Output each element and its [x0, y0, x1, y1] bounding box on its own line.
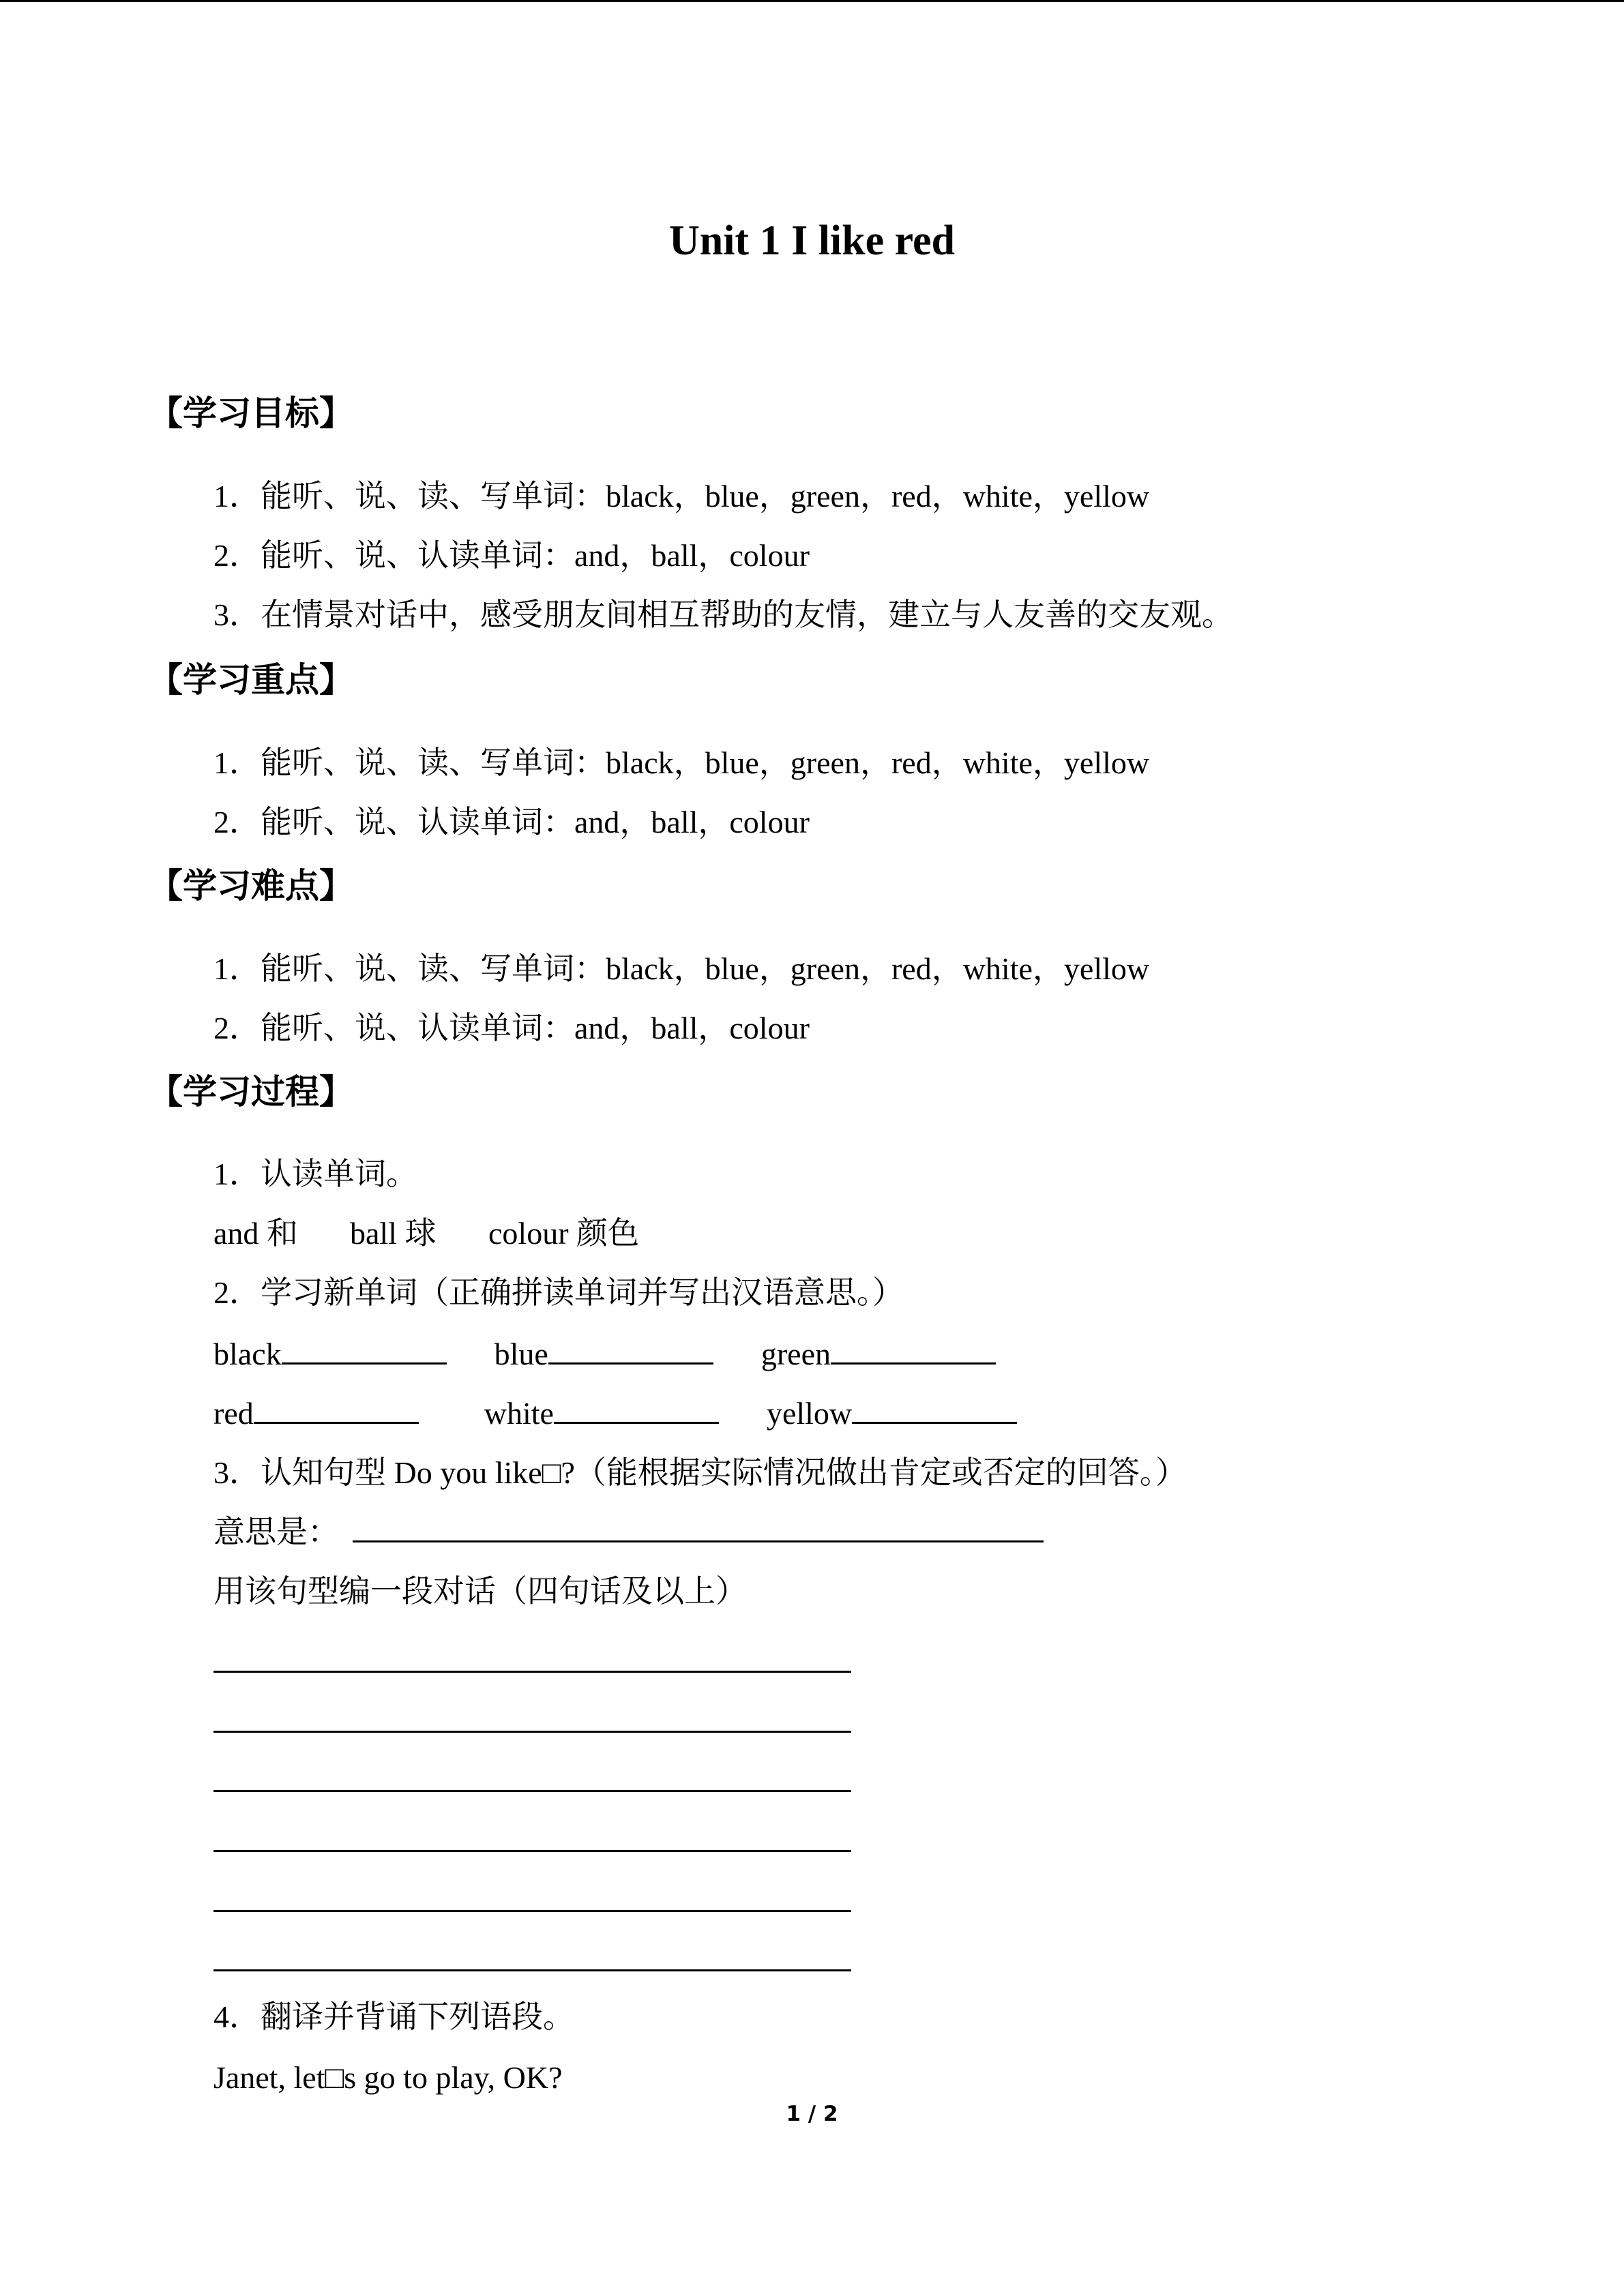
word-label: blue	[494, 1337, 548, 1371]
meaning-blank[interactable]	[353, 1510, 1044, 1542]
vocab-item: colour 颜色	[488, 1216, 640, 1251]
process-step-1: 1．认读单词。	[213, 1157, 417, 1191]
key-point-item-1: 1．能听、说、读、写单词：black，blue，green，red，white，yellow	[213, 745, 1150, 780]
vocab-row	[213, 1212, 639, 1255]
word-label: white	[484, 1396, 554, 1431]
difficulty-item-1: 1．能听、说、读、写单词：black，blue，green，red，white，yellow	[213, 951, 1150, 986]
answer-blank[interactable]	[852, 1392, 1017, 1424]
meaning-row	[213, 1510, 1044, 1554]
dialogue-answer-line[interactable]	[213, 1969, 851, 1971]
dialogue-prompt: 用该句型编一段对话（四句话及以上）	[213, 1574, 747, 1609]
process-step-4: 4．翻译并背诵下列语段。	[213, 1999, 574, 2034]
process-step-2: 2．学习新单词（正确拼读单词并写出汉语意思。）	[213, 1275, 904, 1310]
word-label: red	[213, 1396, 254, 1431]
word-label: black	[213, 1337, 282, 1371]
answer-blank[interactable]	[831, 1332, 996, 1365]
vocab-item: ball 球	[350, 1216, 437, 1251]
page-number: 1 / 2	[786, 2102, 838, 2126]
word-label: yellow	[766, 1396, 853, 1431]
difficulty-item-2: 2．能听、说、认读单词：and，ball，colour	[213, 1011, 810, 1045]
passage-line-1: Janet, let□s go to play, OK?	[213, 2060, 563, 2095]
page-title: Unit 1 I like red	[668, 218, 956, 264]
new-words-row-2	[213, 1392, 1017, 1435]
goal-item-3: 3．在情景对话中，感受朋友间相互帮助的友情，建立与人友善的交友观。	[213, 597, 1233, 632]
dialogue-answer-line[interactable]	[213, 1850, 851, 1852]
process-step-3: 3．认知句型 Do you like□?（能根据实际情况做出肯定或否定的回答。）	[213, 1455, 1187, 1490]
answer-blank[interactable]	[548, 1332, 713, 1365]
new-words-row-1	[213, 1332, 996, 1376]
section-heading-difficulties: 【学习难点】	[149, 866, 353, 906]
section-heading-goals: 【学习目标】	[149, 393, 353, 433]
section-heading-key-points: 【学习重点】	[149, 660, 353, 700]
goal-item-2: 2．能听、说、认读单词：and，ball，colour	[213, 538, 810, 573]
key-point-item-2: 2．能听、说、认读单词：and，ball，colour	[213, 805, 810, 839]
dialogue-answer-line[interactable]	[213, 1671, 851, 1673]
dialogue-answer-line[interactable]	[213, 1731, 851, 1733]
dialogue-answer-line[interactable]	[213, 1910, 851, 1912]
goal-item-1: 1．能听、说、读、写单词：black，blue，green，red，white，yellow	[213, 479, 1150, 513]
word-label: green	[761, 1337, 831, 1371]
meaning-label: 意思是：	[213, 1515, 339, 1549]
answer-blank[interactable]	[254, 1392, 419, 1424]
dialogue-answer-line[interactable]	[213, 1790, 851, 1792]
vocab-item: and 和	[213, 1216, 298, 1251]
answer-blank[interactable]	[282, 1332, 447, 1365]
section-heading-process: 【学习过程】	[149, 1072, 353, 1112]
top-border	[0, 0, 1624, 2]
answer-blank[interactable]	[554, 1392, 719, 1424]
